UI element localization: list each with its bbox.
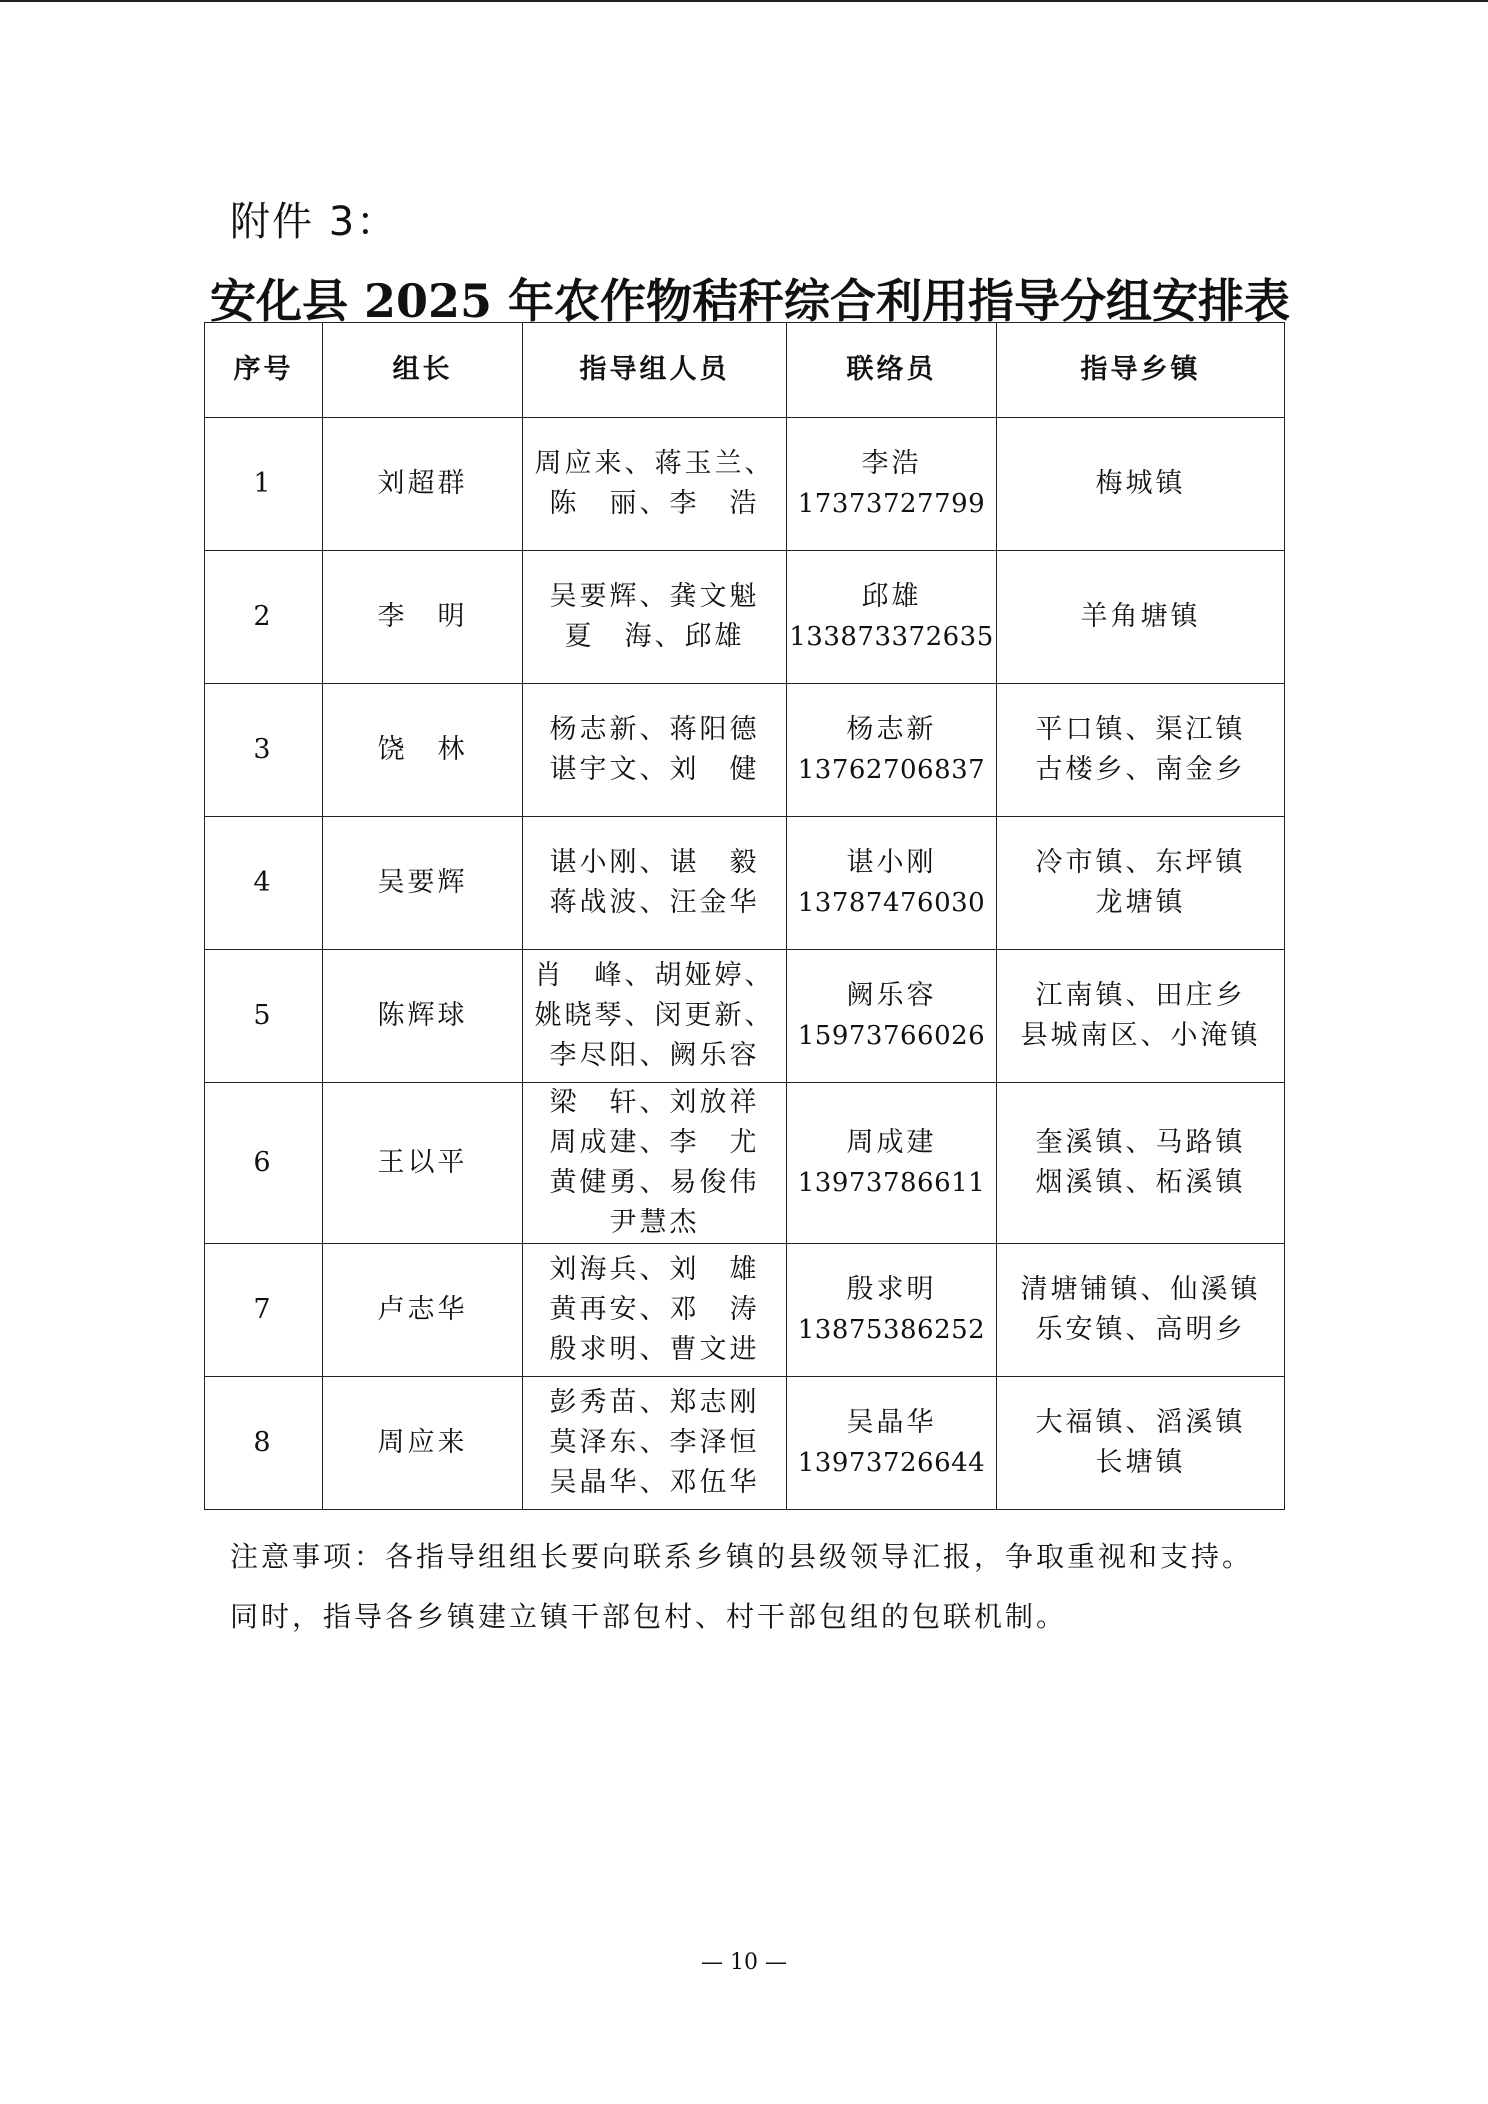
row-towns	[997, 418, 1285, 551]
row-members	[523, 950, 787, 1083]
town-line: 烟溪镇、柘溪镇	[1035, 1167, 1246, 1198]
member-line: 谌宇文、刘 健	[549, 754, 760, 785]
row-no: 2	[205, 551, 323, 684]
table-row	[205, 1244, 1285, 1377]
town-line: 江南镇、田庄乡	[1035, 980, 1246, 1011]
liaison-name: 李浩	[861, 448, 922, 479]
member-line: 周成建、李 尤	[549, 1127, 760, 1158]
liaison-phone: 133873372635	[789, 622, 994, 652]
row-members	[523, 1377, 787, 1510]
row-no: 8	[205, 1377, 323, 1510]
member-line: 吴要辉、龚文魁	[549, 581, 760, 612]
liaison-name: 邱雄	[861, 581, 922, 612]
row-members	[523, 1083, 787, 1244]
row-no: 4	[205, 817, 323, 950]
liaison-name: 殷求明	[846, 1274, 937, 1305]
town-line: 清塘铺镇、仙溪镇	[1020, 1274, 1261, 1305]
row-members	[523, 418, 787, 551]
liaison-phone: 13762706837	[797, 755, 986, 785]
row-leader: 吴要辉	[323, 817, 523, 950]
liaison-phone: 15973766026	[797, 1021, 986, 1051]
member-line: 彭秀苗、郑志刚	[549, 1387, 760, 1418]
row-liaison	[787, 1244, 997, 1377]
row-leader: 陈辉球	[323, 950, 523, 1083]
row-liaison	[787, 950, 997, 1083]
liaison-phone: 13973726644	[797, 1448, 986, 1478]
row-members	[523, 684, 787, 817]
town-line: 长塘镇	[1095, 1447, 1186, 1478]
table-row	[205, 1377, 1285, 1510]
member-line: 莫泽东、李泽恒	[549, 1427, 760, 1458]
member-line: 梁 轩、刘放祥	[549, 1087, 760, 1118]
liaison-name: 阙乐容	[846, 980, 937, 1011]
liaison-phone: 13787476030	[797, 888, 986, 918]
row-members	[523, 1244, 787, 1377]
member-line: 周应来、蒋玉兰、	[534, 448, 775, 479]
member-line: 吴晶华、邓伍华	[549, 1467, 760, 1498]
liaison-name: 谌小刚	[846, 847, 937, 878]
town-line: 梅城镇	[1095, 468, 1186, 499]
page-title: 安化县 2025 年农作物秸秆综合利用指导分组安排表	[209, 274, 1291, 328]
row-towns	[997, 817, 1285, 950]
town-line: 大福镇、滔溪镇	[1035, 1407, 1246, 1438]
header-members: 指导组人员	[523, 323, 787, 418]
town-line: 羊角塘镇	[1080, 601, 1201, 632]
member-line: 谌小刚、谌 毅	[549, 847, 760, 878]
member-line: 黄健勇、易俊伟	[549, 1167, 760, 1198]
row-liaison	[787, 1083, 997, 1244]
liaison-phone: 17373727799	[797, 489, 986, 519]
row-towns	[997, 551, 1285, 684]
row-towns	[997, 1244, 1285, 1377]
table-row	[205, 1083, 1285, 1244]
row-no: 7	[205, 1244, 323, 1377]
top-border-line	[0, 0, 1488, 2]
row-leader: 李 明	[323, 551, 523, 684]
member-line: 夏 海、邱雄	[564, 621, 745, 652]
row-towns	[997, 950, 1285, 1083]
member-line: 李尽阳、阙乐容	[549, 1040, 760, 1071]
town-line: 平口镇、渠江镇	[1035, 714, 1246, 745]
header-leader: 组长	[323, 323, 523, 418]
table-row	[205, 684, 1285, 817]
notes-section	[230, 1527, 1290, 1647]
table-row	[205, 551, 1285, 684]
table-row	[205, 817, 1285, 950]
attachment-label: 附件 3：	[230, 199, 399, 245]
liaison-name: 杨志新	[846, 714, 937, 745]
assignment-table	[204, 322, 1285, 1510]
row-leader: 周应来	[323, 1377, 523, 1510]
note-line: 注意事项：各指导组组长要向联系乡镇的县级领导汇报，争取重视和支持。	[230, 1540, 1254, 1573]
town-line: 县城南区、小淹镇	[1020, 1020, 1261, 1051]
row-liaison	[787, 684, 997, 817]
note-line: 同时，指导各乡镇建立镇干部包村、村干部包组的包联机制。	[230, 1600, 1068, 1633]
row-no: 5	[205, 950, 323, 1083]
header-liaison: 联络员	[787, 323, 997, 418]
liaison-phone: 13973786611	[797, 1168, 986, 1198]
town-line: 冷市镇、东坪镇	[1035, 847, 1246, 878]
table-row	[205, 418, 1285, 551]
member-line: 蒋战波、汪金华	[549, 887, 760, 918]
header-towns: 指导乡镇	[997, 323, 1285, 418]
member-line: 黄再安、邓 涛	[549, 1294, 760, 1325]
member-line: 杨志新、蒋阳德	[549, 714, 760, 745]
town-line: 奎溪镇、马路镇	[1035, 1127, 1246, 1158]
row-liaison	[787, 551, 997, 684]
row-no: 6	[205, 1083, 323, 1244]
row-leader: 卢志华	[323, 1244, 523, 1377]
member-line: 殷求明、曹文进	[549, 1334, 760, 1365]
member-line: 肖 峰、胡娅婷、	[534, 960, 775, 991]
liaison-name: 周成建	[846, 1127, 937, 1158]
row-towns	[997, 1377, 1285, 1510]
member-line: 姚晓琴、闵更新、	[534, 1000, 775, 1031]
liaison-phone: 13875386252	[797, 1315, 986, 1345]
member-line: 刘海兵、刘 雄	[549, 1254, 760, 1285]
page-number: — 10 —	[701, 1950, 787, 1975]
table-row	[205, 950, 1285, 1083]
row-liaison	[787, 817, 997, 950]
row-liaison	[787, 1377, 997, 1510]
row-leader: 王以平	[323, 1083, 523, 1244]
table-header-row	[205, 323, 1285, 418]
row-no: 3	[205, 684, 323, 817]
liaison-name: 吴晶华	[846, 1407, 937, 1438]
row-members	[523, 817, 787, 950]
row-liaison	[787, 418, 997, 551]
row-no: 1	[205, 418, 323, 551]
row-members	[523, 551, 787, 684]
row-towns	[997, 684, 1285, 817]
member-line: 尹慧杰	[609, 1207, 700, 1238]
member-line: 陈 丽、李 浩	[549, 488, 760, 519]
row-towns	[997, 1083, 1285, 1244]
town-line: 龙塘镇	[1095, 887, 1186, 918]
row-leader: 刘超群	[323, 418, 523, 551]
town-line: 乐安镇、高明乡	[1035, 1314, 1246, 1345]
town-line: 古楼乡、南金乡	[1035, 754, 1246, 785]
row-leader: 饶 林	[323, 684, 523, 817]
header-no: 序号	[205, 323, 323, 418]
